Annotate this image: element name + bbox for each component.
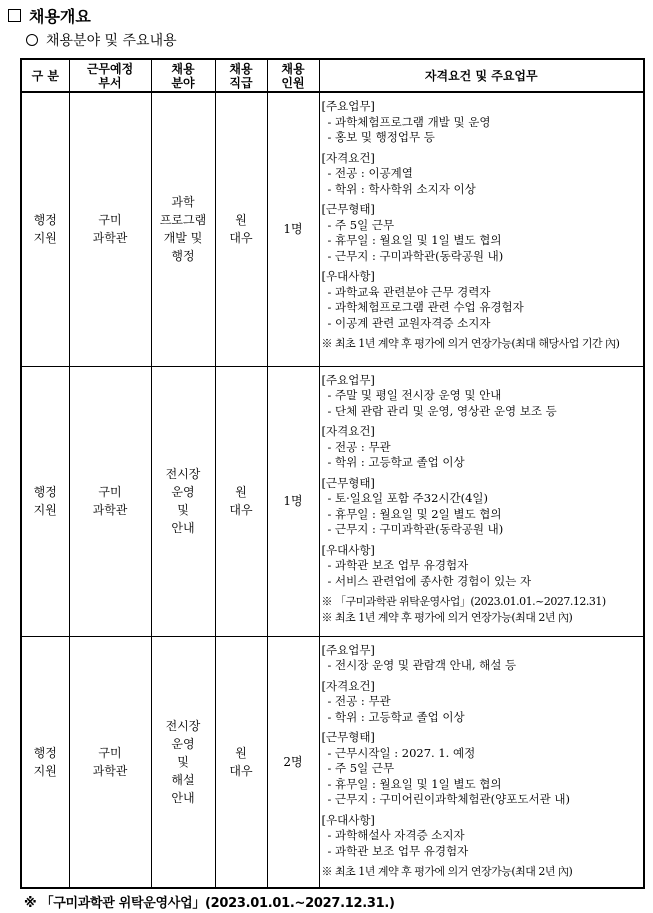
section-title-text: 채용개요 [29, 6, 91, 26]
category-cell-line: 지원 [33, 231, 57, 246]
duty-item: - 휴무일 : 월요일 및 1일 별도 협의 [327, 776, 502, 791]
header-line: 구 분 [31, 68, 59, 83]
category-cell-line: 행정 [33, 213, 57, 228]
duty-item: - 홍보 및 행정업무 등 [327, 130, 435, 144]
duty-group-title: [우대사항] [321, 269, 375, 283]
duty-item: - 단체 관람 관리 및 운영, 영상관 운영 보조 등 [327, 403, 557, 418]
duty-item: - 주 5일 근무 [327, 761, 395, 775]
field-cell-line: 안내 [171, 521, 195, 535]
rank-cell-line: 원 [235, 485, 247, 499]
duty-item: - 전공 : 이공계열 [327, 166, 413, 180]
category-cell [21, 636, 69, 888]
category-cell-line: 지원 [33, 503, 57, 517]
duty-group [322, 679, 642, 726]
duty-group [322, 543, 642, 590]
duty-item: - 학위 : 고등학교 졸업 이상 [327, 709, 465, 724]
header-duties [319, 59, 644, 92]
recruitment-table [20, 58, 645, 889]
duty-group [322, 269, 642, 331]
rank-cell [215, 636, 267, 888]
table-row [21, 92, 644, 366]
dept-cell-line: 구미 [98, 485, 122, 499]
field-cell-line: 안내 [171, 790, 195, 805]
duty-item: - 근무시작일 : 2027. 1. 예정 [327, 745, 476, 760]
duty-group-title: [우대사항] [321, 542, 375, 557]
header-line: 근무예정 [86, 61, 134, 76]
field-cell-line: 개발 및 [163, 231, 203, 246]
duty-item: - 전공 : 무관 [327, 694, 391, 708]
header-count [267, 59, 319, 92]
duty-note: ※ 최초 1년 계약 후 평가에 의거 연장가능(최대 2년 內) [321, 865, 573, 878]
table-row [21, 366, 644, 636]
category-cell-line: 지원 [33, 763, 57, 778]
field-cell-line: 행정 [171, 249, 195, 264]
duty-item: - 전공 : 무관 [327, 439, 391, 454]
field-cell-line: 및 [177, 503, 189, 517]
duty-group-title: [주요업무] [321, 642, 375, 657]
header-line: 채용 [281, 61, 305, 76]
duty-item: - 이공계 관련 교원자격증 소지자 [327, 315, 491, 330]
header-line: 채용 [171, 61, 195, 76]
field-cell-line: 운영 [171, 736, 195, 751]
rank-cell [215, 366, 267, 636]
duty-group-title: [근무형태] [321, 730, 375, 744]
footer-note: ※ 「구미과학관 위탁운영사업」(2023.01.01.~2027.12.31.) [24, 896, 395, 911]
header-line: 직급 [229, 75, 253, 90]
duty-note: ※ 최초 1년 계약 후 평가에 의거 연장가능(최대 해당사업 기간 內) [321, 337, 620, 350]
duty-item: - 전시장 운영 및 관람객 안내, 해설 등 [327, 658, 517, 672]
checkbox-square-icon [8, 9, 21, 22]
subsection-title-text: 채용분야 및 주요내용 [46, 33, 177, 49]
header-dept [69, 59, 151, 92]
category-cell-line: 행정 [33, 485, 57, 499]
header-line: 채용 [229, 61, 253, 76]
duty-item: - 과학체험프로그램 개발 및 운영 [327, 114, 491, 129]
rank-cell-line: 대우 [229, 763, 253, 778]
field-cell-line: 해설 [171, 772, 195, 787]
category-cell [21, 92, 69, 366]
rank-cell-line: 원 [235, 745, 247, 760]
dept-cell-line: 구미 [98, 213, 122, 228]
duty-note: ※ 「구미과학관 위탁운영사업」(2023.01.01.~2027.12.31) [321, 595, 606, 608]
circle-bullet-icon [26, 34, 38, 46]
duty-group-title: [자격요건] [321, 424, 375, 438]
header-line: 분야 [171, 75, 195, 90]
field-cell-line: 과학 [171, 195, 195, 210]
field-cell-line: 운영 [171, 485, 195, 499]
duty-group [322, 730, 642, 808]
duty-item: - 근무지 : 구미과학관(동락공원 내) [327, 522, 504, 536]
duty-item: - 주 5일 근무 [327, 217, 395, 232]
duty-item: - 과학관 보조 업무 유경험자 [327, 843, 469, 858]
subsection-title [26, 30, 177, 50]
section-title [8, 4, 91, 26]
duties-cell [319, 92, 644, 366]
header-category [21, 59, 69, 92]
duty-group [322, 643, 642, 674]
rank-cell-line: 대우 [229, 231, 253, 246]
header-line: 인원 [281, 75, 305, 90]
duty-item: - 학위 : 학사학위 소지자 이상 [327, 181, 476, 196]
duty-group [322, 813, 642, 860]
duties-cell [319, 366, 644, 636]
field-cell [151, 366, 215, 636]
field-cell-line: 전시장 [165, 718, 201, 733]
dept-cell-line: 과학관 [92, 763, 128, 778]
header-field [151, 59, 215, 92]
count-cell: 1명 [267, 366, 319, 636]
field-cell [151, 92, 215, 366]
header-rank [215, 59, 267, 92]
category-cell [21, 366, 69, 636]
count-cell: 1명 [267, 92, 319, 366]
rank-cell [215, 92, 267, 366]
duty-item: - 과학교육 관련분야 근무 경력자 [327, 284, 491, 299]
duty-group [322, 424, 642, 471]
duty-group-title: [자격요건] [321, 150, 375, 165]
duty-item: - 근무지 : 구미과학관(동락공원 내) [327, 248, 504, 263]
dept-cell [69, 636, 151, 888]
duty-item: - 근무지 : 구미어린이과학체험관(양포도서관 내) [327, 792, 570, 806]
duty-item: - 과학체험프로그램 관련 수업 유경험자 [327, 300, 524, 314]
duty-item: - 휴무일 : 월요일 및 1일 별도 협의 [327, 233, 502, 247]
duty-item: - 과학해설사 자격증 소지자 [327, 828, 465, 842]
field-cell-line: 프로그램 [159, 213, 207, 228]
duty-group-title: [주요업무] [321, 372, 375, 387]
duty-group-title: [근무형태] [321, 475, 375, 490]
duty-item: - 과학관 보조 업무 유경험자 [327, 558, 469, 572]
dept-cell-line: 구미 [98, 745, 122, 760]
category-cell-line: 행정 [33, 745, 57, 760]
dept-cell [69, 366, 151, 636]
duty-item: - 서비스 관련업에 종사한 경험이 있는 자 [327, 573, 532, 588]
header-line: 자격요건 및 주요업무 [424, 68, 538, 83]
duty-group-title: [자격요건] [321, 678, 375, 693]
duty-item: - 주말 및 평일 전시장 운영 및 안내 [327, 388, 502, 402]
duties-cell [319, 636, 644, 888]
field-cell-line: 및 [177, 754, 189, 769]
duty-group [322, 476, 642, 538]
duty-note: ※ 최초 1년 계약 후 평가에 의거 연장가능(최대 2년 內) [321, 610, 573, 624]
duty-item: - 토·일요일 포함 주32시간(4일) [327, 491, 489, 505]
duty-group [322, 151, 642, 198]
duty-item: - 휴무일 : 월요일 및 2일 별도 협의 [327, 506, 502, 521]
dept-cell-line: 과학관 [92, 503, 128, 517]
count-cell: 2명 [267, 636, 319, 888]
duty-group [322, 373, 642, 420]
duty-item: - 학위 : 고등학교 졸업 이상 [327, 455, 465, 469]
duty-group [322, 202, 642, 264]
header-line: 부서 [98, 75, 122, 90]
field-cell [151, 636, 215, 888]
rank-cell-line: 원 [235, 213, 247, 228]
duty-group-title: [우대사항] [321, 812, 375, 827]
duty-group [322, 99, 642, 146]
field-cell-line: 전시장 [165, 467, 201, 481]
dept-cell [69, 92, 151, 366]
table-header-row [21, 59, 644, 92]
dept-cell-line: 과학관 [92, 231, 128, 246]
duty-group-title: [주요업무] [321, 99, 375, 113]
duty-group-title: [근무형태] [321, 202, 375, 216]
rank-cell-line: 대우 [229, 503, 253, 517]
table-row [21, 636, 644, 888]
